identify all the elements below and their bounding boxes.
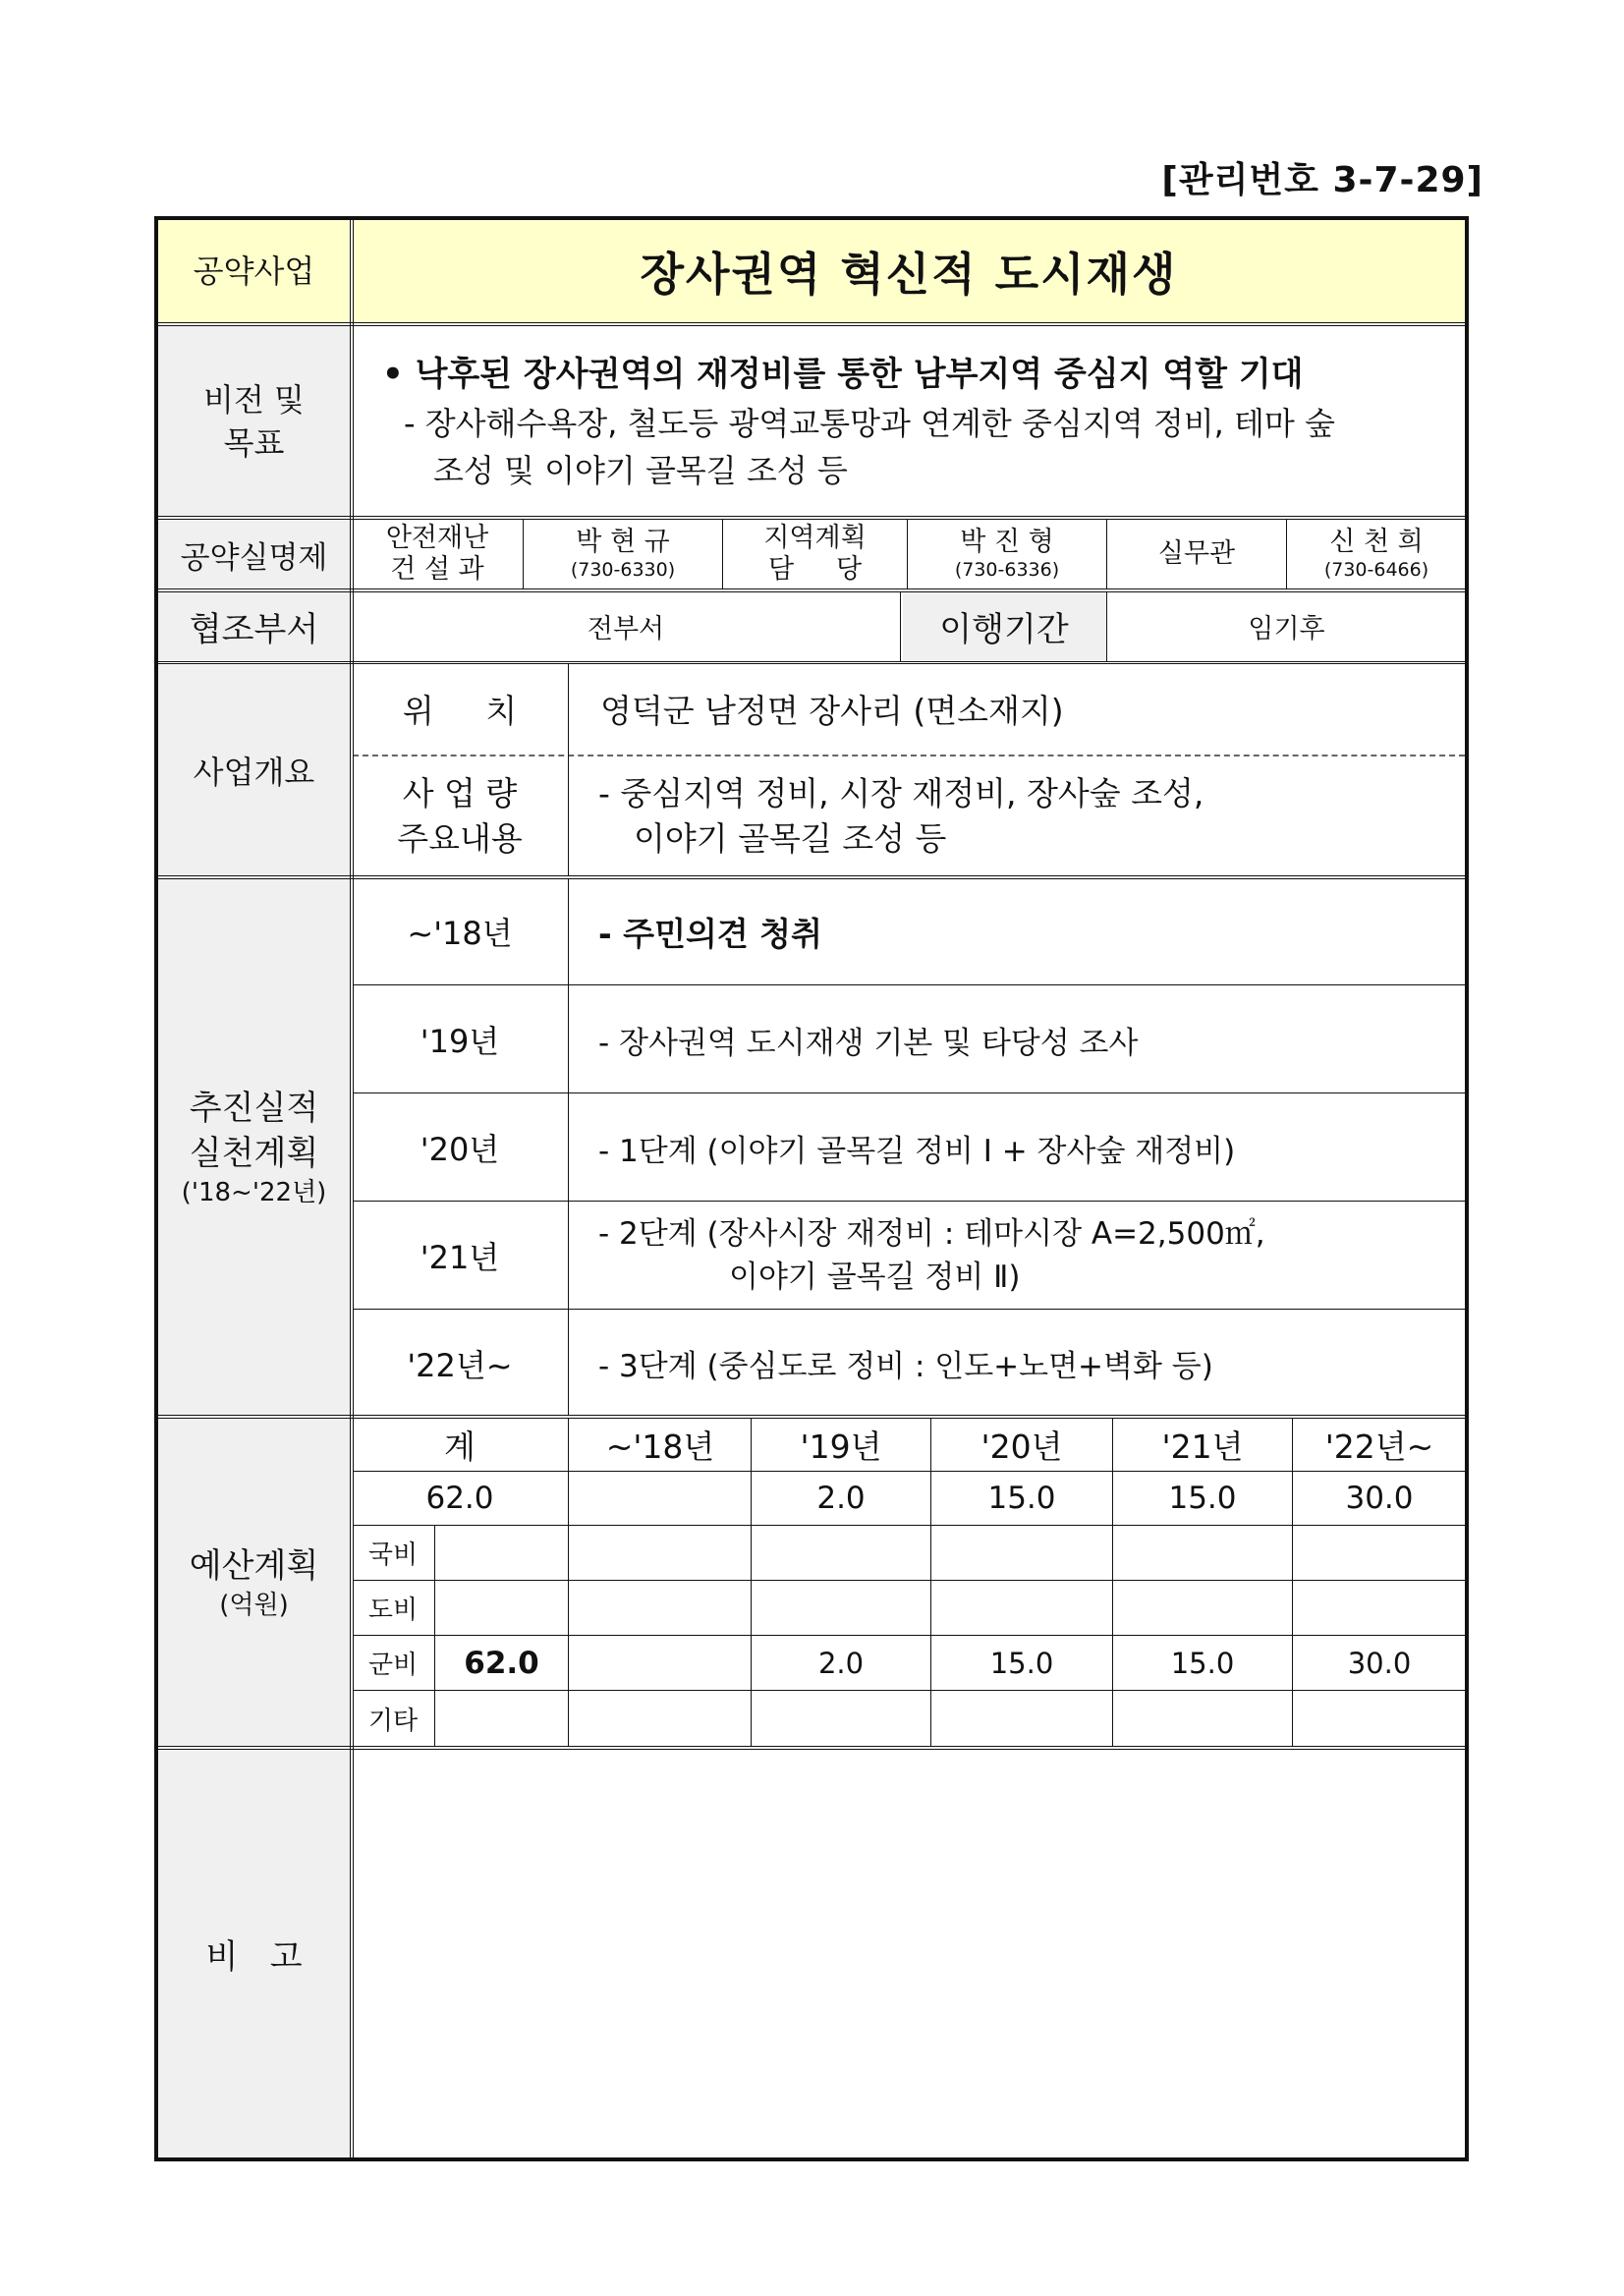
progress-item: - 3단계 (중심도로 정비 : 인도+노면+벽화 등) xyxy=(598,1349,1213,1384)
grid-line xyxy=(1106,520,1107,588)
grid-line xyxy=(158,878,1465,879)
budget-header: '21년 xyxy=(1161,1427,1244,1466)
progress-year: '19년 xyxy=(420,1023,500,1060)
grid-line xyxy=(353,1580,1465,1581)
grid-line xyxy=(568,879,569,1415)
budget-source-total: 62.0 xyxy=(464,1645,539,1681)
vision-label-line1: 비전 및 xyxy=(203,380,305,419)
grid-line xyxy=(353,1471,1465,1472)
grid-line xyxy=(158,663,1465,664)
progress-item-line2: 이야기 골목길 정비 Ⅱ) xyxy=(729,1260,1021,1295)
progress-year: '21년 xyxy=(420,1239,500,1276)
content-label xyxy=(353,756,567,875)
official3-phone: (730-6466) xyxy=(1323,559,1429,581)
budget-total-cell: 62.0 xyxy=(425,1481,494,1516)
dept1-line2: 건 설 과 xyxy=(390,554,484,585)
dept1-line1: 안전재난 xyxy=(385,523,489,553)
content-label-line2: 주요내용 xyxy=(397,818,523,858)
grid-line xyxy=(158,588,1465,589)
grid-line xyxy=(158,1418,1465,1419)
grid-line xyxy=(158,1749,1465,1750)
vision-label-line2: 목표 xyxy=(223,423,285,462)
grid-line xyxy=(1106,591,1107,661)
grid-line xyxy=(158,875,1465,876)
budget-source-value: 15.0 xyxy=(989,1646,1054,1680)
budget-source-value: 2.0 xyxy=(817,1646,865,1680)
grid-line xyxy=(158,661,1465,662)
official2 xyxy=(909,520,1105,588)
budget-total-cell: 15.0 xyxy=(1168,1481,1237,1516)
vision-label xyxy=(158,326,350,516)
budget-source-name: 군비 xyxy=(367,1651,419,1680)
grid-line xyxy=(353,1309,1465,1310)
budget-total-cell: 2.0 xyxy=(816,1481,866,1516)
official1-phone: (730-6330) xyxy=(570,559,676,581)
vision-sub-line2: 조성 및 이야기 골목길 조성 등 xyxy=(433,451,848,489)
grid-line xyxy=(1286,520,1287,588)
content-line2: 이야기 골목길 조성 등 xyxy=(634,818,947,858)
budget-source-name: 도비 xyxy=(367,1596,419,1625)
progress-item xyxy=(571,1204,1465,1308)
overview-label: 사업개요 xyxy=(158,664,350,875)
grid-line xyxy=(158,516,1465,517)
progress-item-line1: - 2단계 (장사시장 재정비 : 테마시장 A=2,500㎡, xyxy=(598,1216,1265,1252)
progress-item: - 1단계 (이야기 골목길 정비 Ⅰ + 장사숲 재정비) xyxy=(598,1133,1236,1169)
grid-line xyxy=(158,519,1465,520)
grid-line xyxy=(722,520,723,588)
budget-header: ~'18년 xyxy=(605,1427,715,1466)
progress-item: - 장사권역 도시재생 기본 및 타당성 조사 xyxy=(598,1025,1139,1061)
remarks-label: 비 고 xyxy=(158,1750,350,2157)
management-number: [관리번호 3-7-29] xyxy=(1161,160,1484,200)
dept2 xyxy=(724,520,906,588)
official1-name: 박 현 규 xyxy=(576,527,670,557)
dept2-line1: 지역계획 xyxy=(763,523,867,553)
grid-line xyxy=(353,220,354,2157)
vision-bullet: • 낙후된 장사권역의 재정비를 통한 남부지역 중심지 역할 기대 xyxy=(382,354,1304,394)
progress-label-line2: 실천계획 xyxy=(189,1133,319,1173)
role3: 실무관 xyxy=(1157,538,1236,569)
budget-total-cell: 30.0 xyxy=(1345,1481,1414,1516)
progress-item: - 주민의견 청취 xyxy=(598,914,822,953)
grid-line xyxy=(568,1419,569,1746)
period-label: 이행기간 xyxy=(903,591,1105,661)
official2-phone: (730-6336) xyxy=(954,559,1060,581)
grid-line xyxy=(1292,1419,1293,1746)
grid-line xyxy=(353,1690,1465,1691)
budget-total-cell xyxy=(571,1473,750,1524)
remarks-value xyxy=(353,1750,1465,2157)
grid-line xyxy=(930,1419,931,1746)
content-label-line1: 사 업 량 xyxy=(402,773,518,812)
budget-label xyxy=(158,1419,350,1746)
pledge-form xyxy=(154,216,1469,2161)
grid-line xyxy=(158,1415,1465,1416)
budget-source-value: 15.0 xyxy=(1170,1646,1235,1680)
content-value xyxy=(571,756,1465,875)
budget-header: '20년 xyxy=(980,1427,1063,1466)
budget-label-line2: (억원) xyxy=(219,1590,289,1620)
budget-source-value: 30.0 xyxy=(1347,1646,1412,1680)
grid-line xyxy=(353,1092,1465,1093)
official3-name: 신 천 희 xyxy=(1329,527,1424,557)
content-line1: - 중심지역 정비, 시장 재정비, 장사숲 조성, xyxy=(598,773,1204,812)
budget-source-name: 기타 xyxy=(367,1707,419,1736)
grid-line xyxy=(751,1419,752,1746)
progress-year: '20년 xyxy=(420,1131,500,1168)
budget-total-cell: 15.0 xyxy=(987,1481,1056,1516)
progress-label-line3: ('18~'22년) xyxy=(181,1177,327,1207)
grid-line xyxy=(568,664,569,875)
location-value: 영덕군 남정면 장사리 (면소재지) xyxy=(600,691,1064,730)
period-value: 임기후 xyxy=(1248,614,1325,644)
budget-source-name: 국비 xyxy=(367,1540,419,1570)
grid-line xyxy=(353,984,1465,985)
vision-sub-line1: - 장사해수욕장, 철도등 광역교통망과 연계한 중심지역 정비, 테마 숲 xyxy=(404,404,1335,442)
grid-line xyxy=(353,1635,1465,1636)
official3 xyxy=(1288,520,1465,588)
vision-content xyxy=(353,326,1465,516)
grid-line xyxy=(907,520,908,588)
official1 xyxy=(525,520,721,588)
official2-name: 박 진 형 xyxy=(960,527,1054,557)
grid-line xyxy=(158,325,1465,326)
cooperation-value: 전부서 xyxy=(587,614,665,644)
progress-label xyxy=(158,879,350,1415)
budget-header: '19년 xyxy=(800,1427,882,1466)
grid-line xyxy=(158,1746,1465,1747)
progress-year: ~'18년 xyxy=(407,915,513,952)
grid-line xyxy=(158,591,1465,592)
cooperation-label: 협조부서 xyxy=(158,591,350,661)
project-title: 장사권역 혁신적 도시재생 xyxy=(353,220,1465,322)
project-label: 공약사업 xyxy=(158,220,350,322)
grid-line xyxy=(523,520,524,588)
grid-line xyxy=(900,591,901,661)
grid-line xyxy=(350,220,351,2157)
progress-label-line1: 추진실적 xyxy=(189,1088,319,1128)
grid-line xyxy=(1112,1419,1113,1746)
progress-year: '22년~ xyxy=(407,1346,513,1384)
officials-label: 공약실명제 xyxy=(158,520,350,588)
budget-header: 계 xyxy=(444,1427,476,1466)
grid-line xyxy=(353,1201,1465,1202)
grid-line xyxy=(158,322,1465,323)
grid-line xyxy=(353,1525,1465,1526)
budget-header: '22년~ xyxy=(1324,1427,1434,1466)
dept2-line2: 담 당 xyxy=(767,554,863,585)
dept1 xyxy=(353,520,522,588)
budget-label-line1: 예산계획 xyxy=(189,1545,319,1586)
location-label: 위 치 xyxy=(402,691,518,730)
